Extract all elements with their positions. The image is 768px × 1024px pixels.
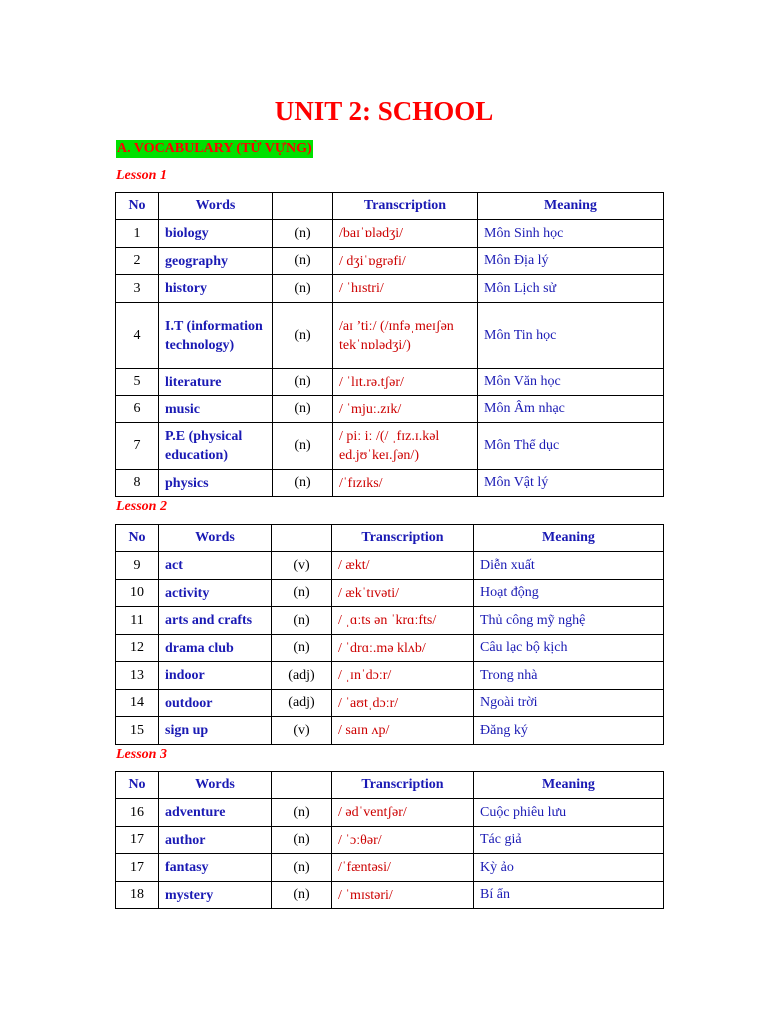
row-part-of-speech: (n): [272, 580, 332, 607]
row-part-of-speech: (n): [272, 827, 332, 854]
row-transcription: / ədˈventʃər/: [332, 799, 474, 827]
table-row: [116, 552, 664, 580]
row-meaning: Môn Vật lý: [478, 470, 664, 497]
row-meaning: Cuộc phiêu lưu: [474, 799, 664, 827]
row-part-of-speech: (n): [273, 369, 333, 396]
row-word: arts and crafts: [159, 607, 272, 635]
row-word: history: [159, 275, 273, 303]
row-word: outdoor: [159, 690, 272, 717]
row-word: music: [159, 396, 273, 423]
row-transcription: / ˈmɪstəri/: [332, 882, 474, 909]
table-row: [116, 717, 664, 745]
header-transcription: Transcription: [333, 193, 478, 220]
row-transcription: / dʒiˈɒgrəfi/: [333, 248, 478, 275]
row-meaning: Đăng ký: [474, 717, 664, 745]
table-row: [116, 690, 664, 717]
table-row: [116, 854, 664, 882]
header-pos: [272, 525, 332, 552]
table-row: [116, 827, 664, 854]
row-meaning: Môn Thể dục: [478, 423, 664, 470]
row-meaning: Bí ẩn: [474, 882, 664, 909]
vocabulary-table-lesson-1: [115, 192, 664, 497]
row-number: 6: [116, 396, 159, 423]
row-part-of-speech: (n): [273, 275, 333, 303]
row-part-of-speech: (adj): [272, 690, 332, 717]
row-meaning: Câu lạc bộ kịch: [474, 635, 664, 662]
table-row: [116, 248, 664, 275]
row-part-of-speech: (n): [273, 220, 333, 248]
row-transcription: / ˌɑːts ən ˈkrɑːfts/: [332, 607, 474, 635]
row-part-of-speech: (v): [272, 717, 332, 745]
section-heading: A. VOCABULARY (TỪ VỰNG): [117, 141, 312, 156]
row-meaning: Môn Tin học: [478, 303, 664, 369]
row-transcription: / ˈɔːθər/: [332, 827, 474, 854]
table-row: [116, 369, 664, 396]
row-word: fantasy: [159, 854, 272, 882]
row-meaning: Môn Sinh học: [478, 220, 664, 248]
row-word: indoor: [159, 662, 272, 690]
row-number: 4: [116, 303, 159, 369]
row-word: mystery: [159, 882, 272, 909]
row-word: sign up: [159, 717, 272, 745]
header-no: No: [116, 193, 159, 220]
page-title: UNIT 2: SCHOOL: [274, 96, 494, 126]
row-transcription: / saɪn ʌp/: [332, 717, 474, 745]
table-row: [116, 470, 664, 497]
row-meaning: Kỳ ảo: [474, 854, 664, 882]
table-row: [116, 423, 664, 470]
row-word: activity: [159, 580, 272, 607]
row-word: physics: [159, 470, 273, 497]
row-part-of-speech: (n): [273, 248, 333, 275]
row-number: 15: [116, 717, 159, 745]
row-word: drama club: [159, 635, 272, 662]
row-meaning: Diễn xuất: [474, 552, 664, 580]
row-part-of-speech: (n): [272, 635, 332, 662]
table-row: [116, 799, 664, 827]
row-word: adventure: [159, 799, 272, 827]
row-word: biology: [159, 220, 273, 248]
row-part-of-speech: (n): [273, 423, 333, 470]
row-word: I.T (information technology): [159, 303, 273, 369]
table-row: [116, 220, 664, 248]
row-transcription: / ækt/: [332, 552, 474, 580]
row-part-of-speech: (n): [273, 470, 333, 497]
row-word: author: [159, 827, 272, 854]
row-number: 11: [116, 607, 159, 635]
table-row: [116, 303, 664, 369]
row-number: 17: [116, 827, 159, 854]
row-part-of-speech: (n): [273, 396, 333, 423]
header-transcription: Transcription: [332, 772, 474, 799]
row-meaning: Môn Văn học: [478, 369, 664, 396]
row-word: P.E (physical education): [159, 423, 273, 470]
row-transcription: / ˈhɪstri/: [333, 275, 478, 303]
header-pos: [273, 193, 333, 220]
row-meaning: Tác giả: [474, 827, 664, 854]
row-number: 17: [116, 854, 159, 882]
row-part-of-speech: (n): [272, 607, 332, 635]
row-transcription: / ˈdrɑː.mə klʌb/: [332, 635, 474, 662]
row-word: act: [159, 552, 272, 580]
row-meaning: Thủ công mỹ nghệ: [474, 607, 664, 635]
row-part-of-speech: (n): [273, 303, 333, 369]
row-number: 16: [116, 799, 159, 827]
header-no: No: [116, 772, 159, 799]
row-number: 5: [116, 369, 159, 396]
row-transcription: / piː iː /(/ ˌfɪz.ɪ.kəl ed.jʊˈkeɪ.ʃən/): [333, 423, 478, 470]
table-header-row: [116, 193, 664, 220]
lesson-label: Lesson 2: [116, 499, 167, 514]
row-number: 10: [116, 580, 159, 607]
lesson-label: Lesson 1: [116, 168, 167, 183]
row-number: 9: [116, 552, 159, 580]
row-number: 18: [116, 882, 159, 909]
header-meaning: Meaning: [474, 772, 664, 799]
row-meaning: Môn Địa lý: [478, 248, 664, 275]
row-meaning: Hoạt động: [474, 580, 664, 607]
table-row: [116, 882, 664, 909]
header-words: Words: [159, 772, 272, 799]
table-row: [116, 396, 664, 423]
lesson-label: Lesson 3: [116, 747, 167, 762]
row-transcription: / ˈaʊtˌdɔːr/: [332, 690, 474, 717]
row-meaning: Trong nhà: [474, 662, 664, 690]
row-number: 12: [116, 635, 159, 662]
header-no: No: [116, 525, 159, 552]
row-transcription: /ˈfɪzɪks/: [333, 470, 478, 497]
table-header-row: [116, 772, 664, 799]
header-words: Words: [159, 193, 273, 220]
row-word: geography: [159, 248, 273, 275]
row-number: 1: [116, 220, 159, 248]
row-number: 8: [116, 470, 159, 497]
row-number: 13: [116, 662, 159, 690]
row-part-of-speech: (n): [272, 854, 332, 882]
table-row: [116, 662, 664, 690]
row-part-of-speech: (adj): [272, 662, 332, 690]
row-meaning: Ngoài trời: [474, 690, 664, 717]
vocabulary-table-lesson-2: [115, 524, 664, 745]
row-number: 7: [116, 423, 159, 470]
header-words: Words: [159, 525, 272, 552]
table-row: [116, 607, 664, 635]
table-header-row: [116, 525, 664, 552]
row-transcription: / ˈlɪt.rə.tʃər/: [333, 369, 478, 396]
row-part-of-speech: (v): [272, 552, 332, 580]
header-transcription: Transcription: [332, 525, 474, 552]
row-word: literature: [159, 369, 273, 396]
row-transcription: / ˌɪnˈdɔːr/: [332, 662, 474, 690]
row-transcription: / ˈmjuː.zɪk/: [333, 396, 478, 423]
row-number: 3: [116, 275, 159, 303]
table-row: [116, 635, 664, 662]
row-number: 14: [116, 690, 159, 717]
header-meaning: Meaning: [474, 525, 664, 552]
row-part-of-speech: (n): [272, 882, 332, 909]
row-meaning: Môn Âm nhạc: [478, 396, 664, 423]
vocabulary-table-lesson-3: [115, 771, 664, 909]
header-meaning: Meaning: [478, 193, 664, 220]
row-meaning: Môn Lịch sử: [478, 275, 664, 303]
row-transcription: / ækˈtɪvəti/: [332, 580, 474, 607]
row-transcription: /baɪˈɒlədʒi/: [333, 220, 478, 248]
table-row: [116, 580, 664, 607]
header-pos: [272, 772, 332, 799]
row-part-of-speech: (n): [272, 799, 332, 827]
row-transcription: /ˈfæntəsi/: [332, 854, 474, 882]
row-transcription: /aɪ ’tiː/ (/ɪnfəˌmeɪʃən tekˈnɒlədʒi/): [333, 303, 478, 369]
row-number: 2: [116, 248, 159, 275]
table-row: [116, 275, 664, 303]
